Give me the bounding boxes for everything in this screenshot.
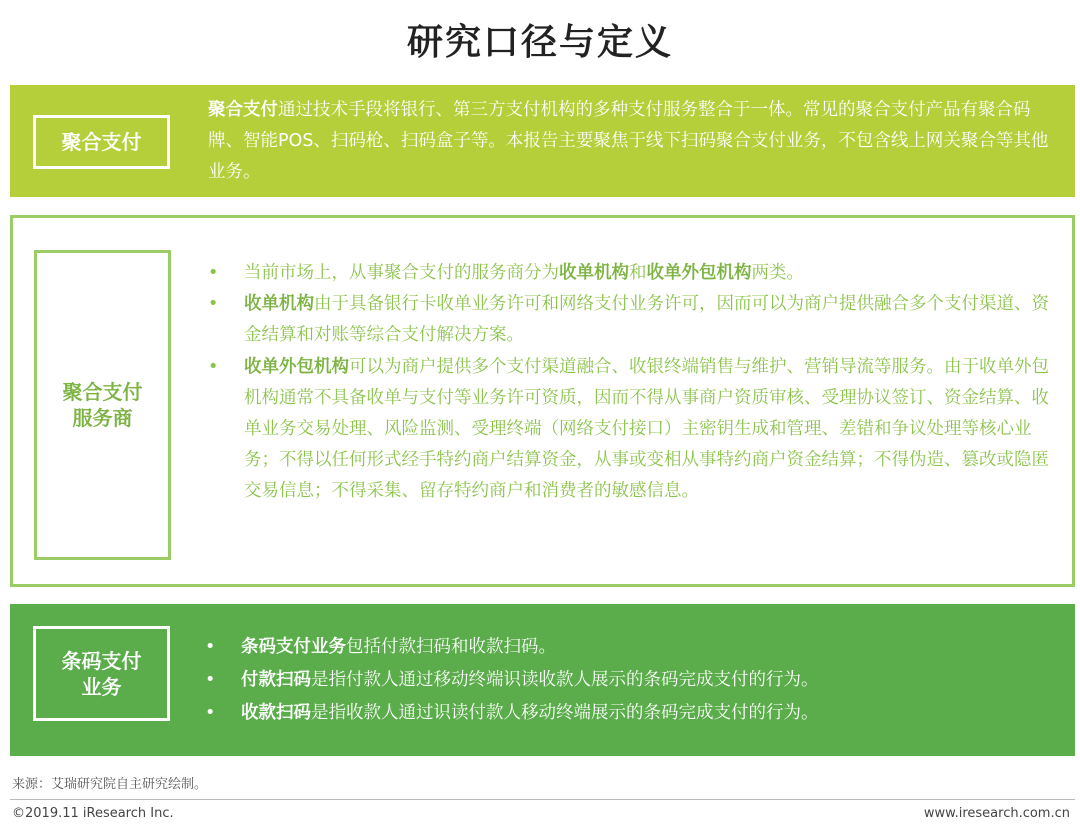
item-text: 可以为商户提供多个支付渠道融合、收银终端销售与维护、营销导流等服务。由于收单外包机构通常不具备收单与支付等业务许可资质，因而不得从事商户资质审核、受理协议签订、资金结算、收单业务交易处理、风险监测、受理终端（网络支付接口）主密钥生成和管理、差错和争议处理等核心业务；不得以任何形式经手特约商户结算资金，从事或变相从事特约商户资金结算；不得伪造、篡改或隐匿交易信息；不得采集、留存特约商户和消费者的敏感信息。 <box>244 356 1049 502</box>
item-text: 当前市场上，从事聚合支付的服务商分为 <box>244 263 559 283</box>
term-bold: 条码支付业务 <box>241 637 346 657</box>
definition-text <box>208 95 1053 188</box>
copyright-text: ©2019.11 iResearch Inc. <box>12 806 174 821</box>
item-text: 是指收款人通过识读付款人移动终端展示的条码完成支付的行为。 <box>311 703 819 723</box>
definition-body: 通过技术手段将银行、第三方支付机构的多种支付服务整合于一体。常见的聚合支付产品有聚合码牌、智能POS、扫码枪、扫码盒子等。本报告主要聚焦于线下扫码聚合支付业务，不包含线上网关聚合等其他业务。 <box>208 100 1049 182</box>
bullet-list <box>208 258 1058 508</box>
section-label-line2: 服务商 <box>72 406 133 430</box>
section-label-box <box>33 115 170 169</box>
section-service-provider <box>10 215 1075 587</box>
page-title: 研究口径与定义 <box>406 22 673 63</box>
term-bold: 收单机构 <box>244 294 314 315</box>
term-bold: 收单外包机构 <box>244 356 349 377</box>
term-bold: 聚合支付 <box>208 100 278 120</box>
list-item <box>205 631 1055 664</box>
section-label-line2: 业务 <box>81 674 122 699</box>
section-label-box <box>34 250 171 560</box>
list-item <box>208 258 1058 289</box>
section-label-line1: 条码支付 <box>61 648 142 673</box>
term-bold: 收单机构 <box>559 263 629 283</box>
footer-divider <box>10 799 1075 800</box>
bullet-dot: • <box>205 670 216 690</box>
bullet-list <box>205 631 1055 730</box>
bullet-dot: • <box>205 703 216 723</box>
section-label-line1: 聚合支付 <box>62 380 143 404</box>
source-note: 来源：艾瑞研究院自主研究绘制。 <box>12 777 208 792</box>
term-bold: 收单外包机构 <box>646 263 752 283</box>
list-item <box>205 664 1055 697</box>
website-text: www.iresearch.com.cn <box>923 806 1070 821</box>
section-aggregated-payment <box>10 85 1075 197</box>
item-text: 和 <box>629 263 647 283</box>
item-text: 两类。 <box>751 263 804 283</box>
term-bold: 付款扫码 <box>241 670 311 690</box>
item-text: 包括付款扫码和收款扫码。 <box>346 637 556 657</box>
bullet-dot: • <box>208 263 219 283</box>
section-label-box <box>33 626 170 721</box>
list-item <box>208 352 1058 508</box>
item-text: 由于具备银行卡收单业务许可和网络支付业务许可，因而可以为商户提供融合多个支付渠道、资金结算和对账等综合支付解决方案。 <box>244 294 1049 346</box>
section-barcode-payment <box>10 604 1075 756</box>
bullet-dot: • <box>205 637 216 657</box>
section-label: 聚合支付 <box>61 130 142 154</box>
term-bold: 收款扫码 <box>241 703 311 723</box>
item-text: 是指付款人通过移动终端识读收款人展示的条码完成支付的行为。 <box>311 670 819 690</box>
list-item <box>208 289 1058 351</box>
list-item <box>205 697 1055 730</box>
bullet-dot: • <box>208 294 219 315</box>
bullet-dot: • <box>208 356 219 377</box>
